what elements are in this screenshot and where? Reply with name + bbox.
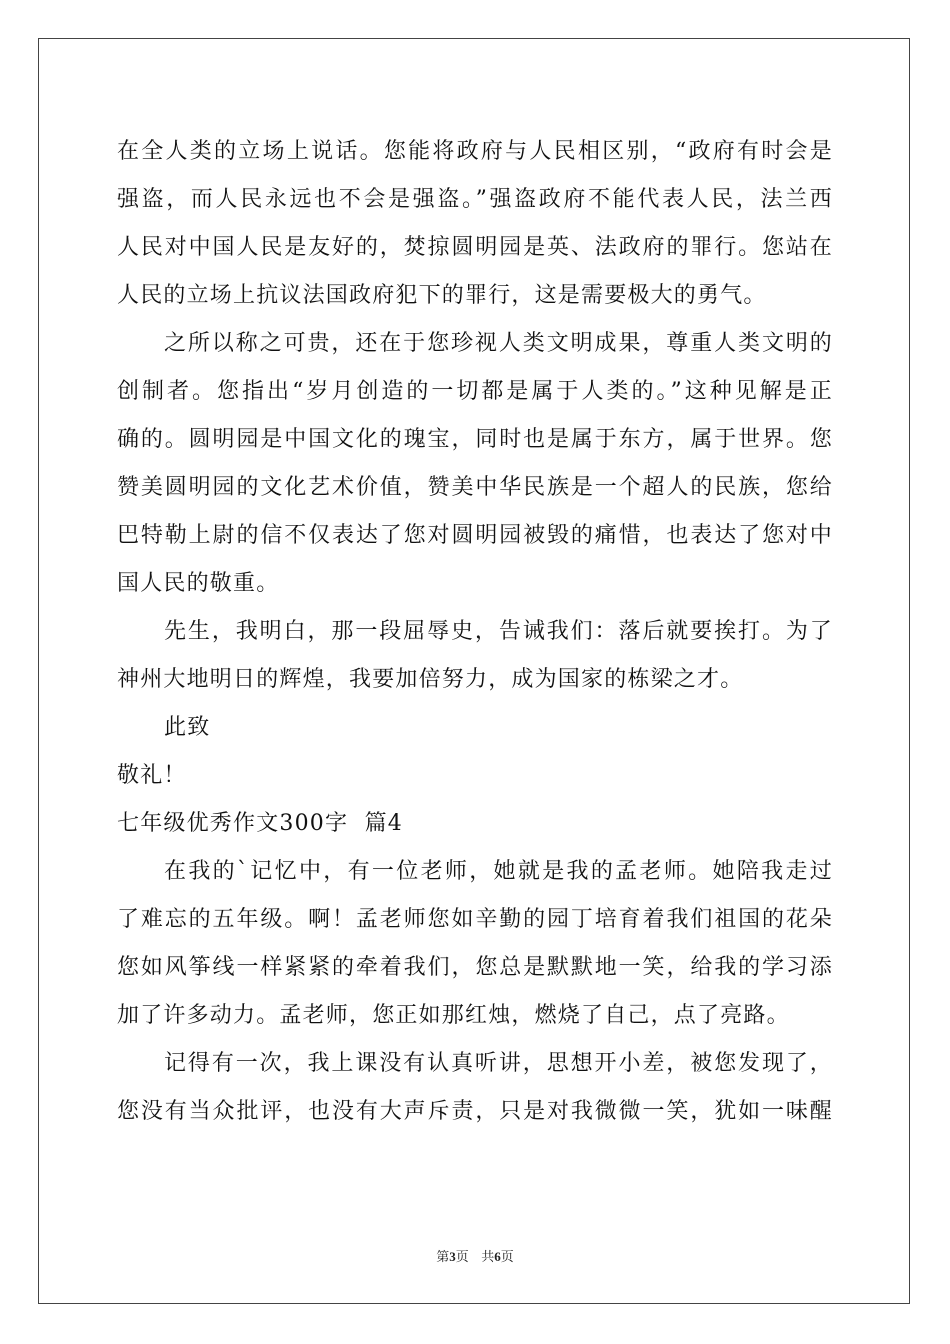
total-pages-number: 6 [494,1249,501,1264]
page-footer [0,1246,950,1265]
footer-total-prefix: 共 [481,1250,495,1265]
footer-prefix: 第 [436,1250,450,1265]
text-line: 加了许多动力。孟老师，您正如那红烛，燃烧了自己，点了亮路。 [117,1003,790,1028]
footer-total-unit: 页 [500,1250,514,1265]
text-line: 您如风筝线一样紧紧的牵着我们，您总是默默地一笑，给我的学习添 [117,955,833,980]
closing-regards: 敬礼！ [117,763,187,788]
text-line: 巴特勒上尉的信不仅表达了您对圆明园被毁的痛惜，也表达了您对中 [117,523,833,548]
text-line: 国人民的敬重。 [117,571,280,596]
section-heading: 七年级优秀作文300字 篇4 [117,811,403,836]
current-page-number: 3 [449,1249,456,1264]
text-line: 在全人类的立场上说话。您能将政府与人民相区别，“政府有时会是 [117,139,833,164]
paragraph-start-line: 在我的`记忆中，有一位老师，她就是我的孟老师。她陪我走过 [164,859,833,884]
footer-page-unit: 页 [455,1250,469,1265]
paragraph-start-line: 之所以称之可贵，还在于您珍视人类文明成果，尊重人类文明的 [164,331,833,356]
text-line: 神州大地明日的辉煌，我要加倍努力，成为国家的栋梁之才。 [117,667,744,692]
closing-salutation: 此致 [164,715,211,740]
paragraph-start-line: 记得有一次，我上课没有认真听讲，思想开小差，被您发现了， [164,1051,833,1076]
text-line: 人民对中国人民是友好的，焚掠圆明园是英、法政府的罪行。您站在 [117,235,833,260]
text-line: 强盗，而人民永远也不会是强盗。”强盗政府不能代表人民，法兰西 [117,187,833,212]
text-line: 了难忘的五年级。啊！孟老师您如辛勤的园丁培育着我们祖国的花朵 [117,907,833,932]
paragraph-start-line: 先生，我明白，那一段屈辱史，告诫我们：落后就要挨打。为了 [164,619,833,644]
text-line: 人民的立场上抗议法国政府犯下的罪行，这是需要极大的勇气。 [117,283,767,308]
text-line: 创制者。您指出“岁月创造的一切都是属于人类的。”这种见解是正 [117,379,833,404]
document-body [117,128,833,1136]
text-line: 确的。圆明园是中国文化的瑰宝，同时也是属于东方，属于世界。您 [117,427,833,452]
text-line: 赞美圆明园的文化艺术价值，赞美中华民族是一个超人的民族，您给 [117,475,833,500]
text-line: 您没有当众批评，也没有大声斥责，只是对我微微一笑，犹如一味醒 [117,1099,833,1124]
